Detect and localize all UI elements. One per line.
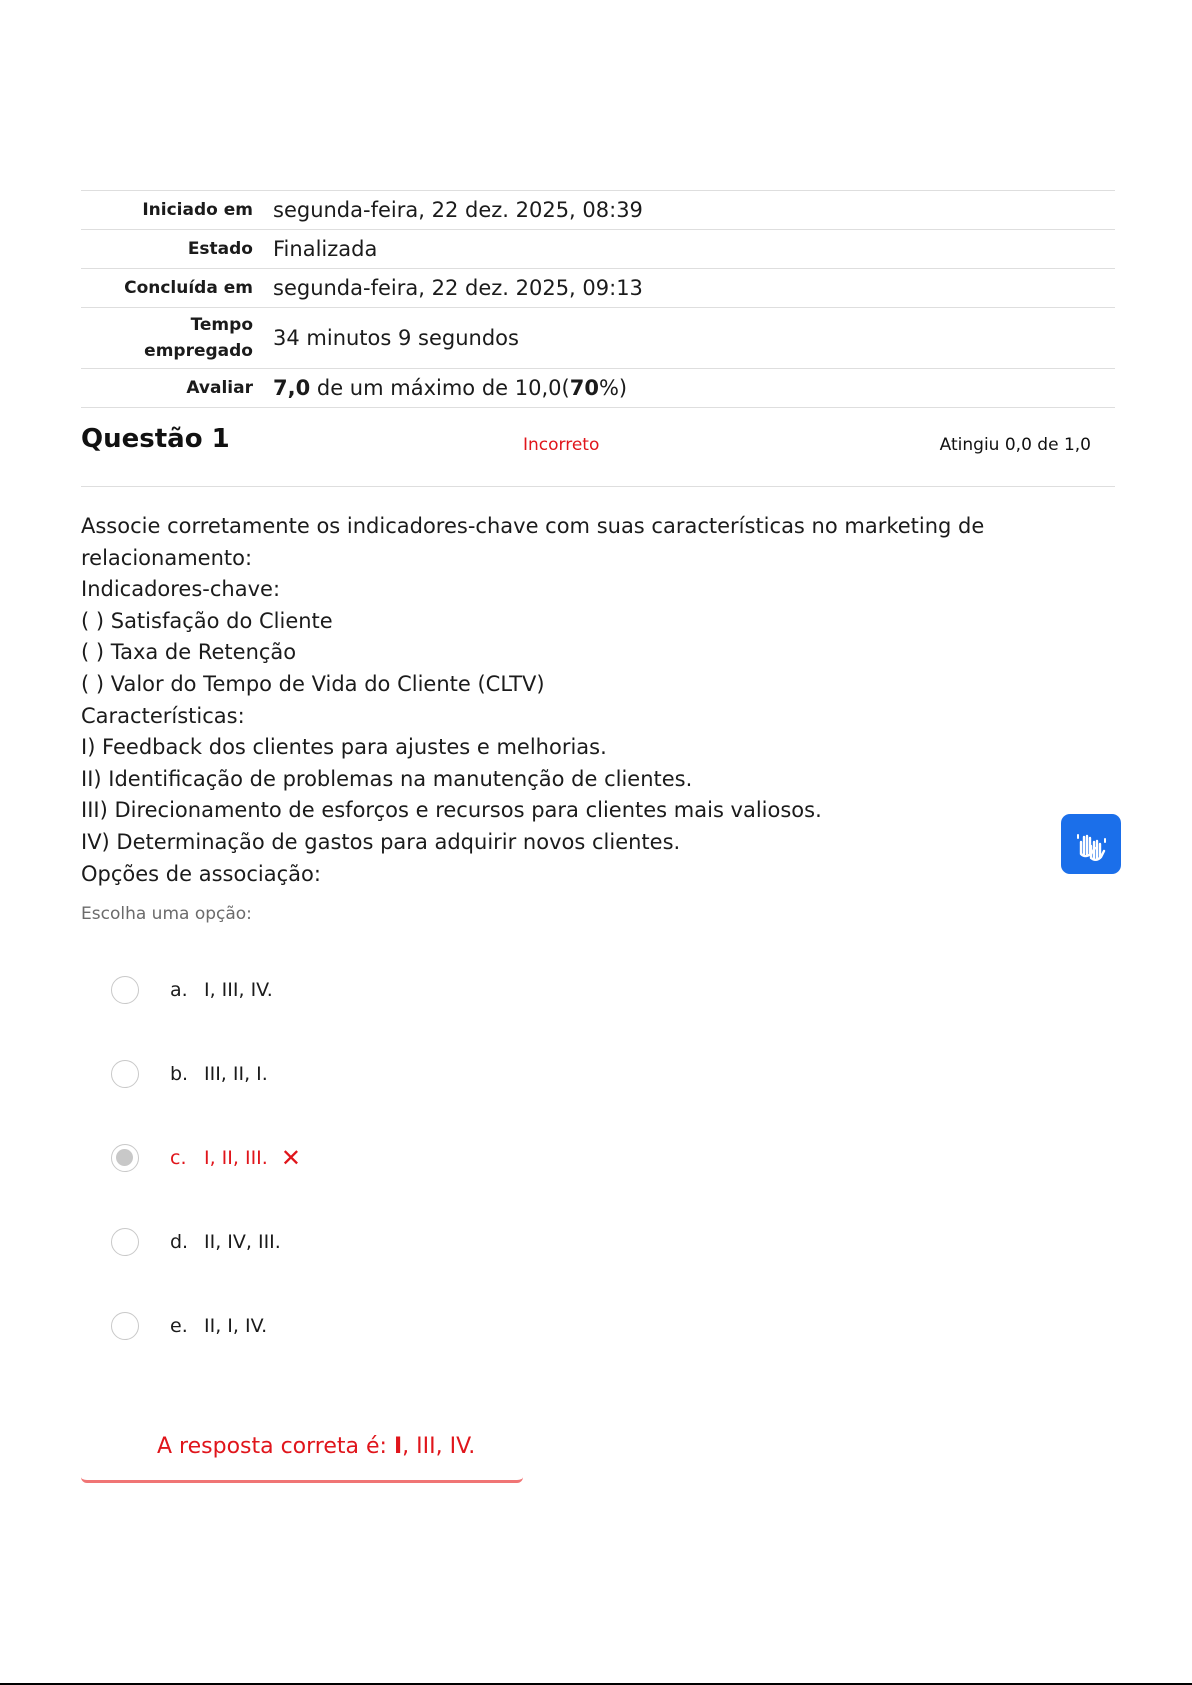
time-label-line1: Tempo <box>190 315 253 335</box>
question-line: IV) Determinação de gastos para adquirir novos clientes. <box>81 829 681 854</box>
summary-row-completed <box>81 269 1115 308</box>
question-line: ( ) Taxa de Retenção <box>81 640 297 665</box>
grade-value <box>265 369 1115 408</box>
time-value: 34 minutos 9 segundos <box>273 325 519 350</box>
correct-answer-feedback <box>81 1426 523 1483</box>
option-d-radio[interactable] <box>111 1228 139 1256</box>
option-c-letter: c. <box>170 1147 187 1169</box>
started-value: segunda-feira, 22 dez. 2025, 08:39 <box>273 197 643 222</box>
option-e-radio[interactable] <box>111 1312 139 1340</box>
question-title: Questão 1 <box>81 424 230 454</box>
summary-row-state <box>81 230 1115 269</box>
started-label: Iniciado em <box>142 200 253 220</box>
option-c-text: I, II, III. <box>204 1147 268 1169</box>
feedback-first: I <box>393 1434 403 1459</box>
option-a-radio[interactable] <box>111 976 139 1004</box>
option-a-text: I, III, IV. <box>204 979 273 1001</box>
grade-middle: de um máximo de 10,0( <box>310 375 570 400</box>
question-line: Opções de associação: <box>81 861 321 886</box>
option-e-letter: e. <box>170 1315 188 1337</box>
question-header <box>81 418 1115 487</box>
feedback-prefix: A resposta correta é: <box>157 1434 394 1459</box>
option-b[interactable] <box>111 1058 268 1090</box>
summary-row-time <box>81 308 1115 369</box>
grade-suffix: %) <box>598 375 628 400</box>
question-line: III) Direcionamento de esforços e recursos para clientes mais valiosos. <box>81 798 822 823</box>
state-value: Finalizada <box>273 236 378 261</box>
question-line: II) Identificação de problemas na manutenção de clientes. <box>81 766 693 791</box>
grade-score: 7,0 <box>273 375 311 400</box>
option-e[interactable] <box>111 1310 267 1342</box>
question-state: Incorreto <box>523 435 600 455</box>
question-line: Características: <box>81 703 245 728</box>
feedback-rest: , III, IV. <box>402 1434 476 1459</box>
choose-option-label: Escolha uma opção: <box>81 904 252 924</box>
option-d[interactable] <box>111 1226 281 1258</box>
question-line: I) Feedback dos clientes para ajustes e melhorias. <box>81 735 607 760</box>
grade-label: Avaliar <box>186 378 253 398</box>
option-b-text: III, II, I. <box>204 1063 268 1085</box>
question-line: Associe corretamente os indicadores-chave com suas características no marketing de relacionamento: <box>81 514 985 570</box>
option-a[interactable] <box>111 974 273 1006</box>
question-line: ( ) Satisfação do Cliente <box>81 608 333 633</box>
question-text <box>81 511 1061 890</box>
time-label-line2: empregado <box>144 341 253 361</box>
question-line: ( ) Valor do Tempo de Vida do Cliente (CLTV) <box>81 671 545 696</box>
option-b-radio[interactable] <box>111 1060 139 1088</box>
option-a-letter: a. <box>170 979 188 1001</box>
option-d-text: II, IV, III. <box>204 1231 281 1253</box>
question-grade: Atingiu 0,0 de 1,0 <box>939 435 1091 455</box>
option-b-letter: b. <box>170 1063 189 1085</box>
time-label <box>81 308 265 369</box>
completed-value: segunda-feira, 22 dez. 2025, 09:13 <box>273 275 643 300</box>
option-c-radio[interactable] <box>111 1144 139 1172</box>
completed-label: Concluída em <box>124 278 253 298</box>
question-line: Indicadores-chave: <box>81 577 281 602</box>
summary-row-grade <box>81 369 1115 408</box>
attempt-summary-table <box>81 190 1115 408</box>
grade-percent: 70 <box>569 375 599 400</box>
accessibility-button[interactable] <box>1061 814 1121 874</box>
state-label: Estado <box>187 239 253 259</box>
option-e-text: II, I, IV. <box>204 1315 268 1337</box>
option-d-letter: d. <box>170 1231 189 1253</box>
sign-language-hands-icon <box>1071 824 1111 864</box>
option-c[interactable] <box>111 1142 301 1174</box>
feedback-text <box>157 1434 475 1459</box>
close-icon: ✕ <box>280 1144 301 1172</box>
summary-row-started <box>81 191 1115 230</box>
